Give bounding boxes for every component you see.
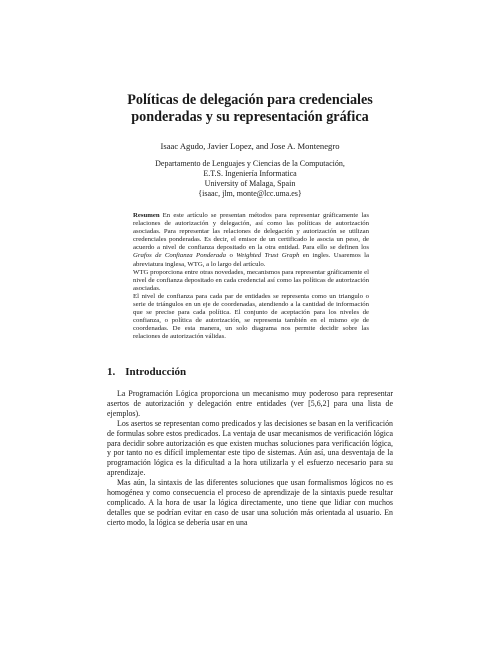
abstract-paragraph: [133, 212, 369, 269]
body-paragraph: Los asertos se representan como predicados y las decisiones se basan en la verificación de formulas sobre estos predicados. La ventaja de usar mecanismos de verificación lógica para decidir sobre autorización es que existen muchas soluciones para verificación lógica, y por tanto no es difícil implementar este tipo de sistemas. Aún así, una desventaja de la programación lógica es la dificultad a la hora utilizarla y el esfuerzo necesario para su aprendizaje.: [107, 418, 393, 478]
abstract: [133, 212, 369, 342]
body-paragraph: Mas aún, la sintaxis de las diferentes soluciones que usan formalismos lógicos no es homogénea y como consecuencia el proceso de aprendizaje de la sintaxis puede resultar complicado. A la hora de usar la lógica directamente, uno tiene que lidiar con muchos detalles que se podrían evitar en caso de usar una solución más orientada al usuario. En cierto modo, la lógica se debería usar en una: [107, 478, 393, 527]
body-paragraph: La Programación Lógica proporciona un mecanismo muy poderoso para representar asertos de autorización y delegación entre entidades (ver [5,6,2] para una lista de ejemplos).: [107, 389, 393, 418]
affiliation-block: [60, 159, 440, 199]
abstract-paragraph: El nivel de confianza para cada par de entidades se representa como un triangulo o serie de triángulos en un eje de coordenadas, atendiendo a la cantidad de información que se precise para cada política. El conjunto de aceptación para los niveles de confianza, o política de autorización, se representa también en el mismo eje de coordenadas. De esta manera, un solo diagrama nos permite decidir sobre las relaciones de autorización válidas.: [133, 292, 369, 341]
author-list: Isaac Agudo, Javier Lopez, and Jose A. Montenegro: [160, 141, 340, 151]
affiliation-line: Departamento de Lenguajes y Ciencias de la Computación,: [155, 159, 345, 168]
abstract-term: Grafos de Confianza Ponderada: [133, 252, 227, 260]
section-body: [107, 389, 393, 528]
abstract-term: Weighted Trust Graph: [236, 252, 300, 260]
affiliation-line: E.T.S. Ingeniería Informatica: [203, 169, 297, 178]
abstract-text: En este artículo se presentan métodos para representar gráficamente las relaciones de autorización y delegación, así como las políticas de autorización asociadas. Para representar las relaciones de delegación y autorización se utilizan credenciales ponderadas. Es decir, el emisor de un certificado le asocia un peso, de acuerdo a nivel de confianza depositado en la otra entidad. Para ello se definen los: [133, 212, 369, 252]
title-line-1: Políticas de delegación para credenciales: [127, 92, 373, 108]
abstract-text: en ingles. Usaremos la abreviatura inglesa, WTG, a lo largo del artículo.: [133, 252, 369, 268]
abstract-paragraph: WTG proporciona entre otras novedades, mecanismos para representar gráficamente el nivel de confianza depositado en cada credencial así como las políticas de autorización asociadas.: [133, 268, 369, 292]
paper-title: [60, 92, 440, 126]
section-number: 1.: [107, 366, 116, 378]
author-emails: {isaac, jlm, monte@lcc.uma.es}: [198, 189, 302, 198]
section-title: Introducción: [125, 366, 187, 378]
abstract-label: Resumen: [133, 212, 160, 219]
title-line-2: ponderadas y su representación gráfica: [131, 109, 369, 125]
affiliation-line: University of Malaga, Spain: [204, 179, 296, 188]
abstract-text: o: [226, 252, 237, 260]
section-heading: [107, 366, 186, 379]
